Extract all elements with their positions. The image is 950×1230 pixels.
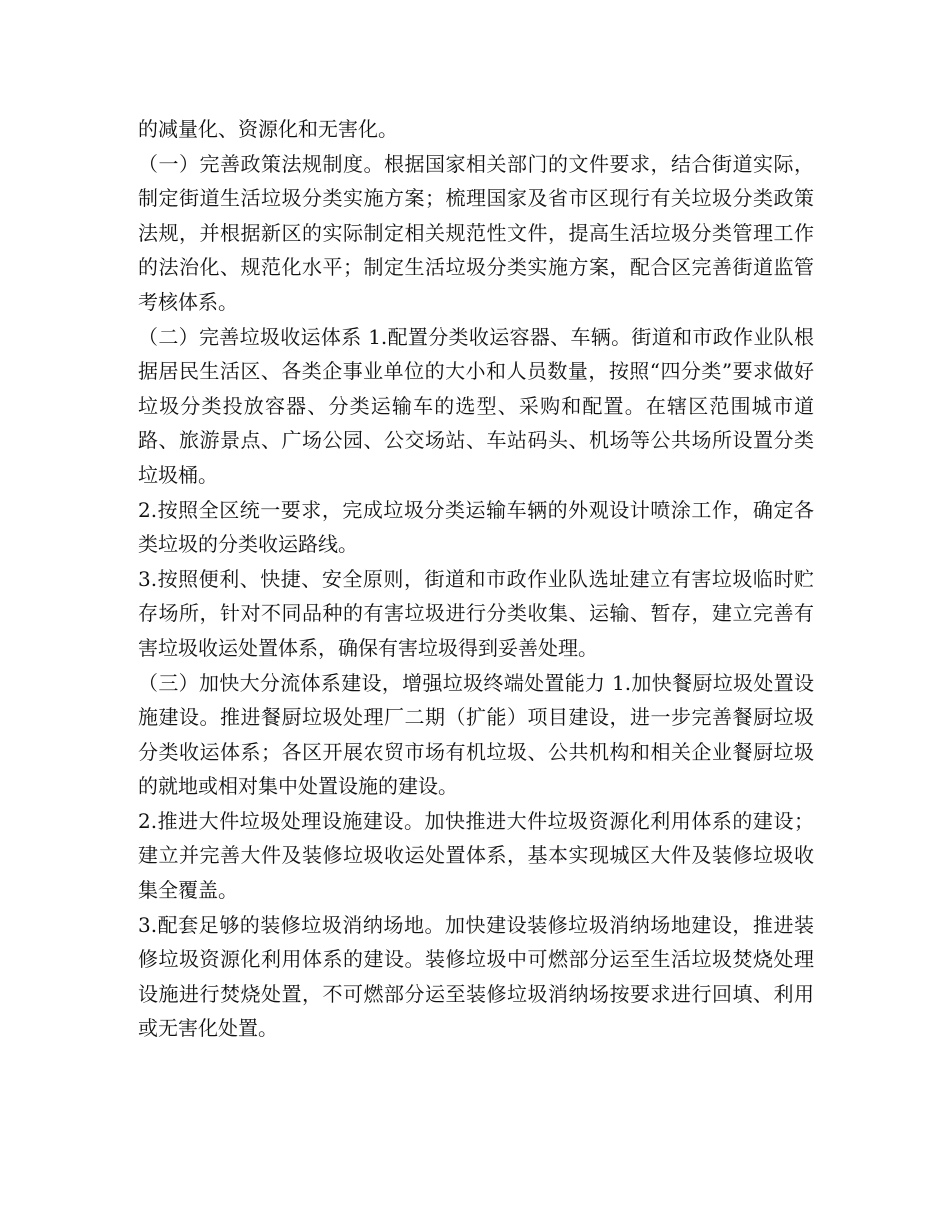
paragraph-vehicle-routes: 2.按照全区统一要求，完成垃圾分类运输车辆的外观设计喷涂工作，确定各类垃圾的分类收运路线。 (138, 497, 814, 557)
paragraph-hazardous-storage: 3.按照便利、快捷、安全原则，街道和市政作业队选址建立有害垃圾临时贮存场所，针对不同品种的有害垃圾进行分类收集、运输、暂存，建立完善有害垃圾收运处置体系，确保有害垃圾得到妥善处理。 (138, 566, 814, 660)
document-body (138, 112, 814, 1046)
paragraph-collection-system: （二）完善垃圾收运体系 1.配置分类收运容器、车辆。街道和市政作业队根据居民生活区、各类企事业单位的大小和人员数量，按照“四分类”要求做好垃圾分类投放容器、分类运输车的选型、采购和配置。在辖区范围城市道路、旅游景点、广场公园、公交场站、车站码头、机场等公共场所设置分类垃圾桶。 (138, 324, 814, 487)
paragraph-kitchen-waste: （三）加快大分流体系建设，增强垃圾终端处置能力 1.加快餐厨垃圾处置设施建设。推进餐厨垃圾处理厂二期（扩能）项目建设，进一步完善餐厨垃圾分类收运体系；各区开展农贸市场有机垃圾、公共机构和相关企业餐厨垃圾的就地或相对集中处置设施的建设。 (138, 670, 814, 799)
paragraph-bulky-waste: 2.推进大件垃圾处理设施建设。加快推进大件垃圾资源化利用体系的建设；建立并完善大件及装修垃圾收运处置体系，基本实现城区大件及装修垃圾收集全覆盖。 (138, 808, 814, 903)
paragraph-intro-end: 的减量化、资源化和无害化。 (138, 117, 398, 141)
paragraph-policy-regulations: （一）完善政策法规制度。根据国家相关部门的文件要求，结合街道实际，制定街道生活垃圾分类实施方案；梳理国家及省市区现行有关垃圾分类政策法规，并根据新区的实际制定相关规范性文件，提高生活垃圾分类管理工作的法治化、规范化水平；制定生活垃圾分类实施方案，配合区完善街道监管考核体系。 (138, 151, 814, 314)
paragraph-renovation-waste: 3.配套足够的装修垃圾消纳场地。加快建设装修垃圾消纳场地建设，推进装修垃圾资源化利用体系的建设。装修垃圾中可燃部分运至生活垃圾焚烧处理设施进行焚烧处置，不可燃部分运至装修垃圾消纳场按要求进行回填、利用或无害化处置。 (138, 912, 814, 1041)
